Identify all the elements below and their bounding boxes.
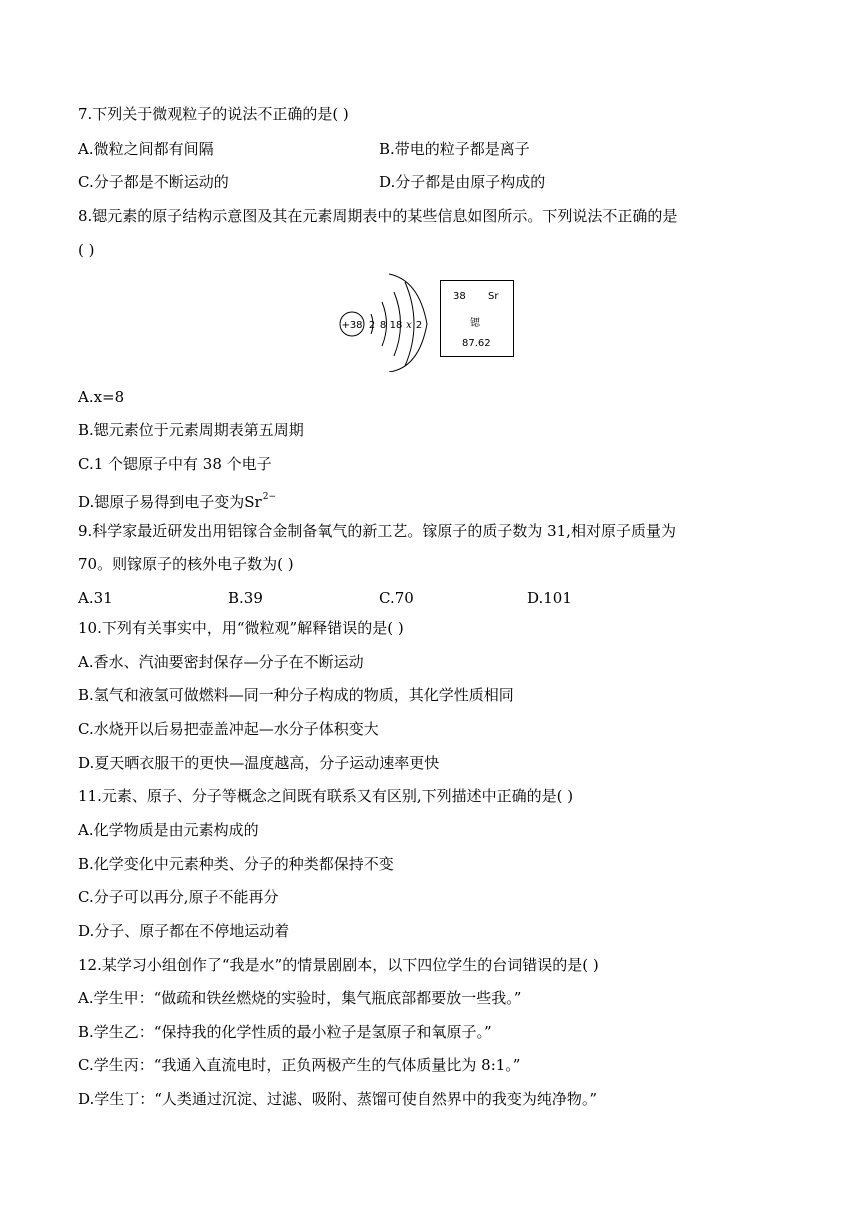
- question-9-option-c: C.70: [379, 589, 414, 607]
- shell-electron-count: 2: [368, 320, 376, 331]
- question-8-stem-continued: ( ): [78, 241, 95, 259]
- question-10-option-b: B.氢气和液氢可做燃料—同一种分子构成的物质，其化学性质相同: [78, 686, 514, 704]
- ion-charge: 2−: [262, 492, 276, 502]
- nucleus-charge: +38: [341, 320, 363, 331]
- question-10-option-d: D.夏天晒衣服干的更快—温度越高，分子运动速率更快: [78, 754, 440, 772]
- question-11-option-d: D.分子、原子都在不停地运动着: [78, 922, 290, 940]
- atomic-mass: 87.62: [462, 338, 491, 349]
- question-12-option-c: C.学生丙：“我通入直流电时，正负两极产生的气体质量比为 8:1。”: [78, 1056, 521, 1074]
- option-d-text: D.锶原子易得到电子变为: [78, 493, 245, 511]
- question-11-option-a: A.化学物质是由元素构成的: [78, 821, 259, 839]
- question-7-option-a: A.微粒之间都有间隔: [78, 140, 214, 158]
- question-10-stem: 10.下列有关事实中，用“微粒观”解释错误的是( ): [78, 619, 404, 637]
- question-10-option-a: A.香水、汽油要密封保存—分子在不断运动: [78, 653, 364, 671]
- question-8-option-c: C.1 个锶原子中有 38 个电子: [78, 455, 272, 473]
- question-7-option-d: D.分子都是由原子构成的: [379, 173, 546, 191]
- shell-electron-count: 2: [415, 320, 423, 331]
- element-name: 锶: [470, 318, 480, 329]
- ion-symbol: Sr: [244, 493, 262, 511]
- question-11-option-b: B.化学变化中元素种类、分子的种类都保持不变: [78, 855, 394, 873]
- question-9-option-a: A.31: [78, 589, 113, 607]
- question-7-stem: 7.下列关于微观粒子的说法不正确的是( ): [78, 105, 349, 123]
- question-9-stem-continued: 70。则镓原子的核外电子数为( ): [78, 555, 294, 573]
- question-8-option-b: B.锶元素位于元素周期表第五周期: [78, 421, 304, 439]
- shell-electron-count: 8: [379, 320, 387, 331]
- question-12-option-b: B.学生乙：“保持我的化学性质的最小粒子是氢原子和氧原子。”: [78, 1023, 492, 1041]
- question-12-stem: 12.某学习小组创作了“我是水”的情景剧剧本，以下四位学生的台词错误的是( ): [78, 956, 599, 974]
- question-11-stem: 11.元素、原子、分子等概念之间既有联系又有区别,下列描述中正确的是( ): [78, 787, 574, 805]
- question-10-option-c: C.水烧开以后易把壶盖冲起—水分子体积变大: [78, 720, 379, 738]
- element-symbol: Sr: [488, 291, 499, 302]
- periodic-table-tile: [440, 280, 514, 357]
- question-9-option-b: B.39: [228, 589, 263, 607]
- question-12-option-d: D.学生丁：“人类通过沉淀、过滤、吸附、蒸馏可使自然界中的我变为纯净物。”: [78, 1090, 598, 1108]
- atomic-number: 38: [453, 291, 466, 302]
- question-7-option-c: C.分子都是不断运动的: [78, 173, 229, 191]
- question-8-option-a: A.x=8: [78, 388, 125, 406]
- shell-electron-count: 18: [389, 320, 403, 331]
- question-9-option-d: D.101: [527, 589, 572, 607]
- question-12-option-a: A.学生甲：“做疏和铁丝燃烧的实验时，集气瓶底部都要放一些我。”: [78, 989, 522, 1007]
- question-7-option-b: B.带电的粒子都是离子: [379, 140, 530, 158]
- shell-electron-count: x: [406, 320, 412, 331]
- question-8-stem: 8.锶元素的原子结构示意图及其在元素周期表中的某些信息如图所示。下列说法不正确的是: [78, 207, 678, 225]
- question-11-option-c: C.分子可以再分,原子不能再分: [78, 888, 279, 906]
- question-9-stem: 9.科学家最近研发出用铝镓合金制备氧气的新工艺。镓原子的质子数为 31,相对原子质量为: [78, 522, 676, 540]
- question-8-option-d: [78, 487, 276, 512]
